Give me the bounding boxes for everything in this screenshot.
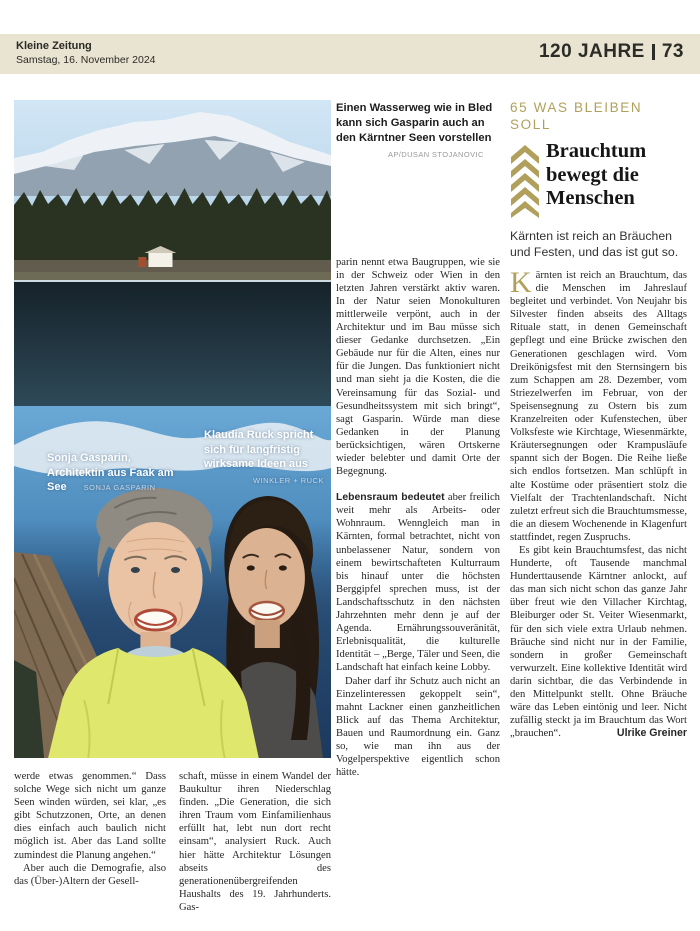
header-bar — [0, 34, 700, 74]
paragraph-text: ärnten ist reich an Brauchtum, das die Menschen im Jahreslauf begleitet und verbindet. Von Neujahr bis Silvester finden abseits des Alltags Rituale statt, in denen Gemeinschaft gepflegt und eine Brücke zwischen den Generationen geschlagen wird. Vom Dreikönigsfest mit den Sternsingern bis zum Schappen am 28. Dezember, vom Striezelwerfen im Februar, von der Speisensegnung zu Ostern bis zum Kranzelreiten oder Kufenstechen, über Volksfeste wie Kirchtage, Wiesenmärkte, Kräutersegnungen oder Krampusläufe spannt sich der Bogen. Die Reihe ließe sich endlos fortsetzen. Man schlüpft in alte Kostüme oder präsentiert stolz die Vielfalt der Trachtenlandschaft. Nicht zuletzt erfreut sich die Brauchtumsmesse, die an diesem Wochenende in Klagenfurt stattfindet, regen Zuspruchs. — [510, 270, 687, 543]
opinion-headline-row — [510, 140, 687, 218]
article-paragraph: werde etwas genommen.“ Dass solche Wege sich nicht um ganze Seen winden würden, sei klar, „es gibt Schutzzonen, Orte, an denen dies einfach auch baulich nicht möglich ist. Aber das Land sollte zumindest die Planung angehen.“ — [14, 771, 166, 861]
page-info — [539, 41, 684, 63]
chevrons-up-icon — [510, 144, 540, 218]
photo-caption-left — [47, 451, 182, 496]
photo-caption-left-text: Sonja Gasparin, Architektin aus Faak am See — [47, 452, 174, 493]
article-paragraph: schaft, müsse in einem Wandel der Baukultur ihren Niederschlag finden. „Die Generation, die sich ihren Traum vom Einfamilienhaus erfüllt hat, lebt nun dort recht einsam“, analysiert Ruck. Auch hier hätte Architektur Lösungen abseits des generationenübergreifenden Haushalts des 19. Jahrhunderts. Gas- — [179, 771, 331, 913]
lake-photo-caption: Einen Wasserweg wie in Bled kann sich Gasparin auch an den Kärntner Seen vorstellen — [336, 102, 493, 145]
masthead: Kleine Zeitung — [16, 40, 92, 52]
article-paragraph: parin nennt etwa Baugruppen, wie sie in der Schweiz oder Wien in den letzten Jahren verstärkt aktiv waren. In der Natur seien Monokulturen mittlerweile verpönt, auch in der Architektur und im Bau müsse sich dieser Gedanke durchsetzen. „Ein Gebäude nur für die Alten, eines nur für die Jungen. Das funktioniert nicht und man sieht ja die Kosten, die die Vereinsamung für das Sozial- und Gesundheitssystem mit sich bringt“, sagt Gasparin. Würde man diese Gedanken in der Planung berücksichtigen, wären Ortskerne wieder belebter und damit Orte der Begegnung. — [336, 256, 500, 478]
photo-credit-right: WINKLER + RUCK — [253, 475, 324, 485]
article-paragraph: Aber auch die Demografie, also das (Über-)Altern der Gesell- — [14, 862, 166, 887]
bottom-column-2 — [179, 770, 331, 914]
opinion-byline: Ulrike Greiner — [616, 727, 687, 740]
bottom-column-1 — [14, 770, 166, 888]
paragraph-gap — [336, 478, 500, 491]
page-divider — [652, 44, 655, 60]
opinion-body — [510, 266, 687, 740]
issue-date: Samstag, 16. November 2024 — [16, 54, 156, 66]
opinion-paragraph — [510, 544, 687, 740]
masthead-block — [16, 39, 156, 67]
drop-cap: K — [510, 266, 532, 299]
page-number: 73 — [661, 41, 684, 62]
opinion-paragraph — [510, 266, 687, 544]
paragraph-lead: Lebensraum bedeutet — [336, 492, 445, 504]
section-label: 120 JAHRE — [538, 41, 645, 62]
opinion-headline: Brauchtum bewegt die Menschen — [546, 140, 647, 209]
paragraph-text: Es gibt kein Brauchtumsfest, das nicht Hunderte, oft Tausende manchmal Hunderttausende Kärntner anlockt, auf das man sich nicht schon das ganze Jahr über freut wie den Villacher Kirchtag, Bleiburger oder St. Veiter Wiesenmarkt, für den sich viele extra Urlaub nehmen. Bräuche sind nicht nur in der Familie, sondern in großer Gemeinschaft verwurzelt. Eine kollektive Identität wird darin sichtbar, die das Verbindende in den Mittelpunkt stellt. Ohne Bräuche wäre das Leben eintönig und leer. Nicht zufällig steckt ja im Brauchtum das Wort „brauchen“. — [510, 544, 687, 740]
lake-portrait-photo — [14, 100, 331, 758]
middle-column — [336, 101, 500, 779]
article-body-middle — [336, 256, 500, 780]
article-paragraph — [336, 491, 500, 674]
opinion-column — [510, 99, 687, 740]
opinion-standfirst: Kärnten ist reich an Bräuchen und Festen, und das ist gut so. — [510, 229, 679, 259]
article-paragraph: Daher darf ihr Schutz auch nicht an Einzelinteressen gekoppelt sein“, mahnt Lackner einen ganzheitlichen Blick auf das Thema Architektur, Bauen und Raumordnung ein. Ganz so, wie man ihn aus der Vogelperspektive eigentlich schon hätte. — [336, 675, 500, 779]
photo-caption-right — [204, 428, 324, 488]
lake-photo-credit: AP/DUSAN STOJANOVIC — [388, 149, 484, 159]
photo-credit-left: SONJA GASPARIN — [83, 483, 156, 492]
photo-caption-right-text: Klaudia Ruck spricht sich für langfristig wirksame Ideen aus — [204, 429, 314, 470]
paragraph-text: aber freilich weit mehr als Arbeits- oder Wohnraum. Wenngleich man in Kärnten, formal betrachtet, nicht von unbelassener Natur, sondern von einem bewirtschafteten Kulturraum bis hinauf unter die höchsten Berggipfel sprechen muss, ist der Landschaftsschutz in den nächsten Jahrzehnten mehr denn je auf der Agenda. Ernährungssouveränität, Erlebnisqualität, die kulturelle Identität – „Berge, Täler und Seen, die Landschaft hat einfach keine Lobby. — [336, 492, 500, 674]
opinion-kicker: 65 WAS BLEIBEN SOLL — [510, 100, 643, 132]
